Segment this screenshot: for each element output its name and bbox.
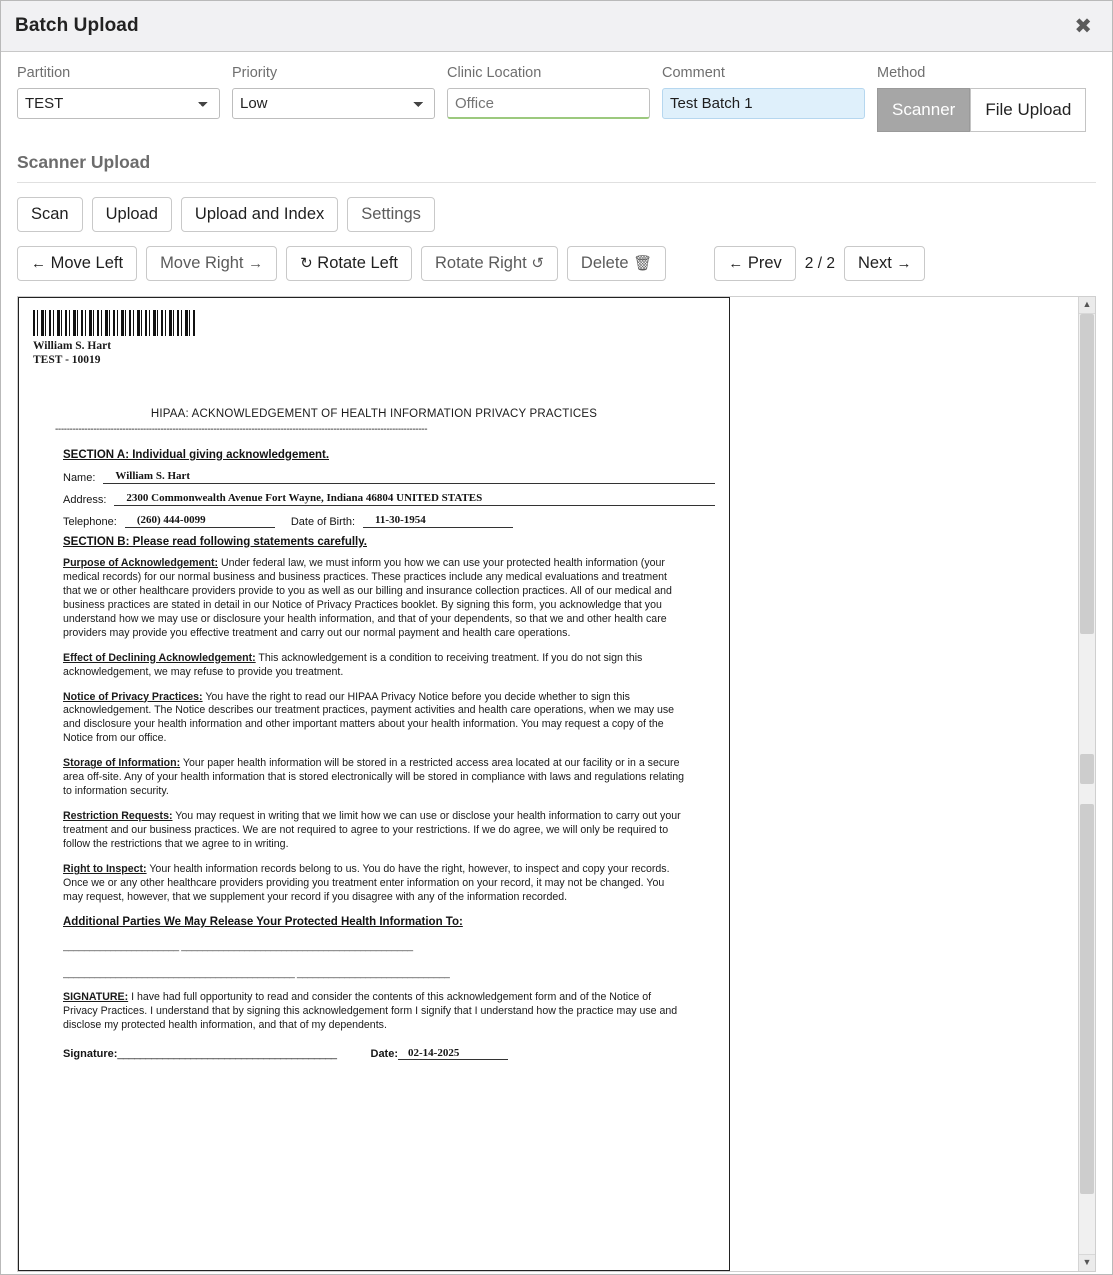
barcode-icon (33, 310, 197, 336)
settings-button[interactable]: Settings (347, 197, 435, 232)
arrow-right-icon: → (896, 255, 912, 272)
comment-label: Comment (662, 65, 725, 81)
document-title: HIPAA: ACKNOWLEDGEMENT OF HEALTH INFORMATION PRIVACY PRACTICES (150, 407, 598, 420)
scanned-page-preview (18, 297, 730, 1271)
clinic-location-input[interactable] (447, 88, 650, 119)
move-left-button[interactable] (17, 246, 137, 281)
dialog-titlebar (1, 1, 1112, 52)
document-additional-parties-heading: Additional Parties We May Release Your Protected Health Information To: (63, 916, 463, 929)
signature-text: I have had full opportunity to read and consider the contents of this acknowledgement form and of the Notice of Privacy Practices. I understand that by signing this acknowledgement form I signify that I understand how the practice may use and disclose my protected health information, and that of my dependents. (63, 991, 678, 1032)
method-label: Method (877, 65, 926, 81)
paragraph-heading: Effect of Declining Acknowledgement: (63, 651, 256, 664)
delete-label: Delete (580, 254, 629, 272)
document-paragraph (63, 810, 685, 852)
rotate-left-button[interactable] (286, 246, 412, 281)
name-value: William S. Hart (103, 470, 715, 484)
method-scanner-button[interactable]: Scanner (877, 88, 970, 132)
rotate-right-button[interactable] (421, 246, 558, 281)
paragraph-heading: Notice of Privacy Practices: (63, 690, 203, 703)
document-blank-line: ____________________________________________ _____________________________ (63, 968, 450, 980)
scrollbar-track[interactable] (1079, 314, 1095, 1254)
address-label: Address: (63, 493, 107, 506)
paragraph-text: Your paper health information will be stored in a restricted access area located at our facility or in a secure area off-site. Any of your health information that is stored electronically will be stored in compliance with laws and regulations relating to information security. (63, 757, 685, 798)
paragraph-text: You may request in writing that we limit how we can use or disclose your health information to carry out your treatment and our business practices. We are not required to agree to your restrictions. If we do agree, we will only be required to follow the restrictions that we agree to in writing. (63, 810, 681, 851)
arrow-left-icon: ← (31, 255, 46, 272)
paragraph-heading: Restriction Requests: (63, 810, 173, 823)
close-icon[interactable]: ✖ (1074, 14, 1092, 38)
scanned-page-content (19, 298, 729, 1072)
move-left-label: Move Left (50, 254, 124, 272)
document-paragraph (63, 557, 685, 641)
document-patient-name: William S. Hart (33, 340, 112, 352)
page-counter: 2 / 2 (804, 254, 835, 272)
scanner-upload-section-heading: Scanner Upload (17, 152, 1096, 183)
method-file-upload-button[interactable]: File Upload (970, 88, 1086, 132)
document-rule: ------------------------------------------------------------------------------------------------------------------------------- (55, 423, 428, 435)
date-value: 02-14-2025 (398, 1047, 508, 1060)
comment-field (662, 65, 865, 119)
method-toggle-group (877, 88, 1086, 132)
scroll-up-icon[interactable]: ▲ (1079, 297, 1095, 314)
next-page-button[interactable] (844, 246, 926, 281)
partition-field (17, 65, 220, 119)
upload-button[interactable]: Upload (92, 197, 172, 232)
move-right-button[interactable] (146, 246, 277, 281)
arrow-left-icon: ← (728, 255, 744, 272)
viewer-scrollbar[interactable] (1078, 297, 1095, 1271)
clinic-location-label: Clinic Location (447, 65, 542, 81)
paragraph-text: Your health information records belong to us. You do have the right, however, to inspect and copy your records. Once we or any other healthcare providers providing you treatment enter information on your record, it may not be changed. You may request, however, that we supplement your record if you disagree with any of the information recorded. (63, 863, 670, 904)
document-signature-row (63, 1047, 685, 1060)
paragraph-heading: Purpose of Acknowledgement: (63, 556, 219, 569)
scan-button[interactable]: Scan (17, 197, 83, 232)
date-label: Date: (370, 1048, 399, 1060)
priority-select[interactable] (232, 88, 435, 119)
document-paragraph (63, 757, 685, 799)
comment-input[interactable] (662, 88, 865, 119)
document-blank-line: ______________________ ____________________________________________ (63, 941, 413, 953)
paragraph-text: You have the right to read our HIPAA Privacy Notice before you decide whether to sign this acknowledgement. The Notice describes our treatment practices, payment activities and health care operations, when we may use and disclosure your health information and other important matters about your health information. You may request a copy of the Notice from our office. (63, 690, 675, 745)
prev-page-button[interactable] (714, 246, 796, 281)
document-patient-id: TEST - 10019 (33, 354, 101, 367)
move-right-label: Move Right (160, 254, 244, 272)
document-section-b-heading: SECTION B: Please read following statements carefully. (63, 535, 367, 548)
rotate-right-icon: ↺ (531, 255, 544, 272)
rotate-left-label: Rotate Left (317, 254, 399, 272)
document-telephone-dob-row (63, 514, 715, 528)
arrow-right-icon: → (248, 255, 264, 272)
delete-button[interactable] (567, 246, 666, 281)
partition-select[interactable] (17, 88, 220, 119)
scrollbar-thumb[interactable] (1080, 754, 1094, 784)
address-value: 2300 Commonwealth Avenue Fort Wayne, Indiana 46804 UNITED STATES (114, 492, 715, 506)
dob-label: Date of Birth: (290, 515, 356, 528)
prev-label: Prev (747, 254, 782, 272)
next-label: Next (857, 254, 892, 272)
paragraph-text: Under federal law, we must inform you how we can use your protected health information (your medical records) for our normal business and business practices. These practices include any medical evaluations and treatment that we or other healthcare providers provide to you as well as our billing and insurance collection practices. All of our medical and business practices are stated in detail in our Notice of Privacy Practices booklet. By signing this form, you acknowledge that you understand how we may use or disclosure your health information, and that of your dependents, so that we and other health care providers may provide you effective treatment and carry out our normal payment and health care operations. (63, 556, 672, 639)
priority-label: Priority (232, 65, 278, 81)
telephone-label: Telephone: (63, 515, 117, 528)
dob-value: 11-30-1954 (363, 514, 513, 528)
scrollbar-thumb[interactable] (1080, 314, 1094, 634)
document-name-row (63, 470, 715, 484)
document-signature-paragraph (63, 991, 685, 1033)
trash-icon: 🗑 (633, 255, 653, 272)
scrollbar-thumb[interactable] (1080, 804, 1094, 1194)
priority-field (232, 65, 435, 119)
document-viewer[interactable] (17, 296, 1096, 1272)
signature-line: _______________________________________ (117, 1048, 337, 1060)
page-tools-row (1, 232, 1112, 281)
document-address-row (63, 492, 715, 506)
page-pager (714, 246, 925, 281)
scanner-action-row (1, 183, 1112, 232)
document-paragraph (63, 652, 685, 680)
telephone-value: (260) 444-0099 (125, 514, 275, 528)
paragraph-heading: Right to Inspect: (63, 863, 147, 876)
page-title: Batch Upload (15, 15, 139, 36)
rotate-left-icon: ↻ (300, 255, 313, 272)
method-field (877, 65, 1086, 132)
document-paragraph (63, 691, 685, 747)
signature-heading: SIGNATURE: (63, 991, 129, 1004)
partition-label: Partition (17, 65, 71, 81)
batch-metadata-form (1, 52, 1112, 132)
clinic-location-field (447, 65, 650, 119)
document-section-a-heading: SECTION A: Individual giving acknowledgement. (63, 448, 330, 461)
paragraph-heading: Storage of Information: (63, 757, 181, 770)
scroll-down-icon[interactable]: ▼ (1079, 1254, 1095, 1271)
name-label: Name: (63, 471, 96, 484)
paragraph-text: This acknowledgement is a condition to receiving treatment. If you do not sign this acknowledgement, we may refuse to provide you treatment. (63, 651, 643, 678)
rotate-right-label: Rotate Right (435, 254, 527, 272)
document-paragraph (63, 863, 685, 905)
upload-and-index-button[interactable]: Upload and Index (181, 197, 338, 232)
signature-label: Signature: (63, 1048, 118, 1060)
